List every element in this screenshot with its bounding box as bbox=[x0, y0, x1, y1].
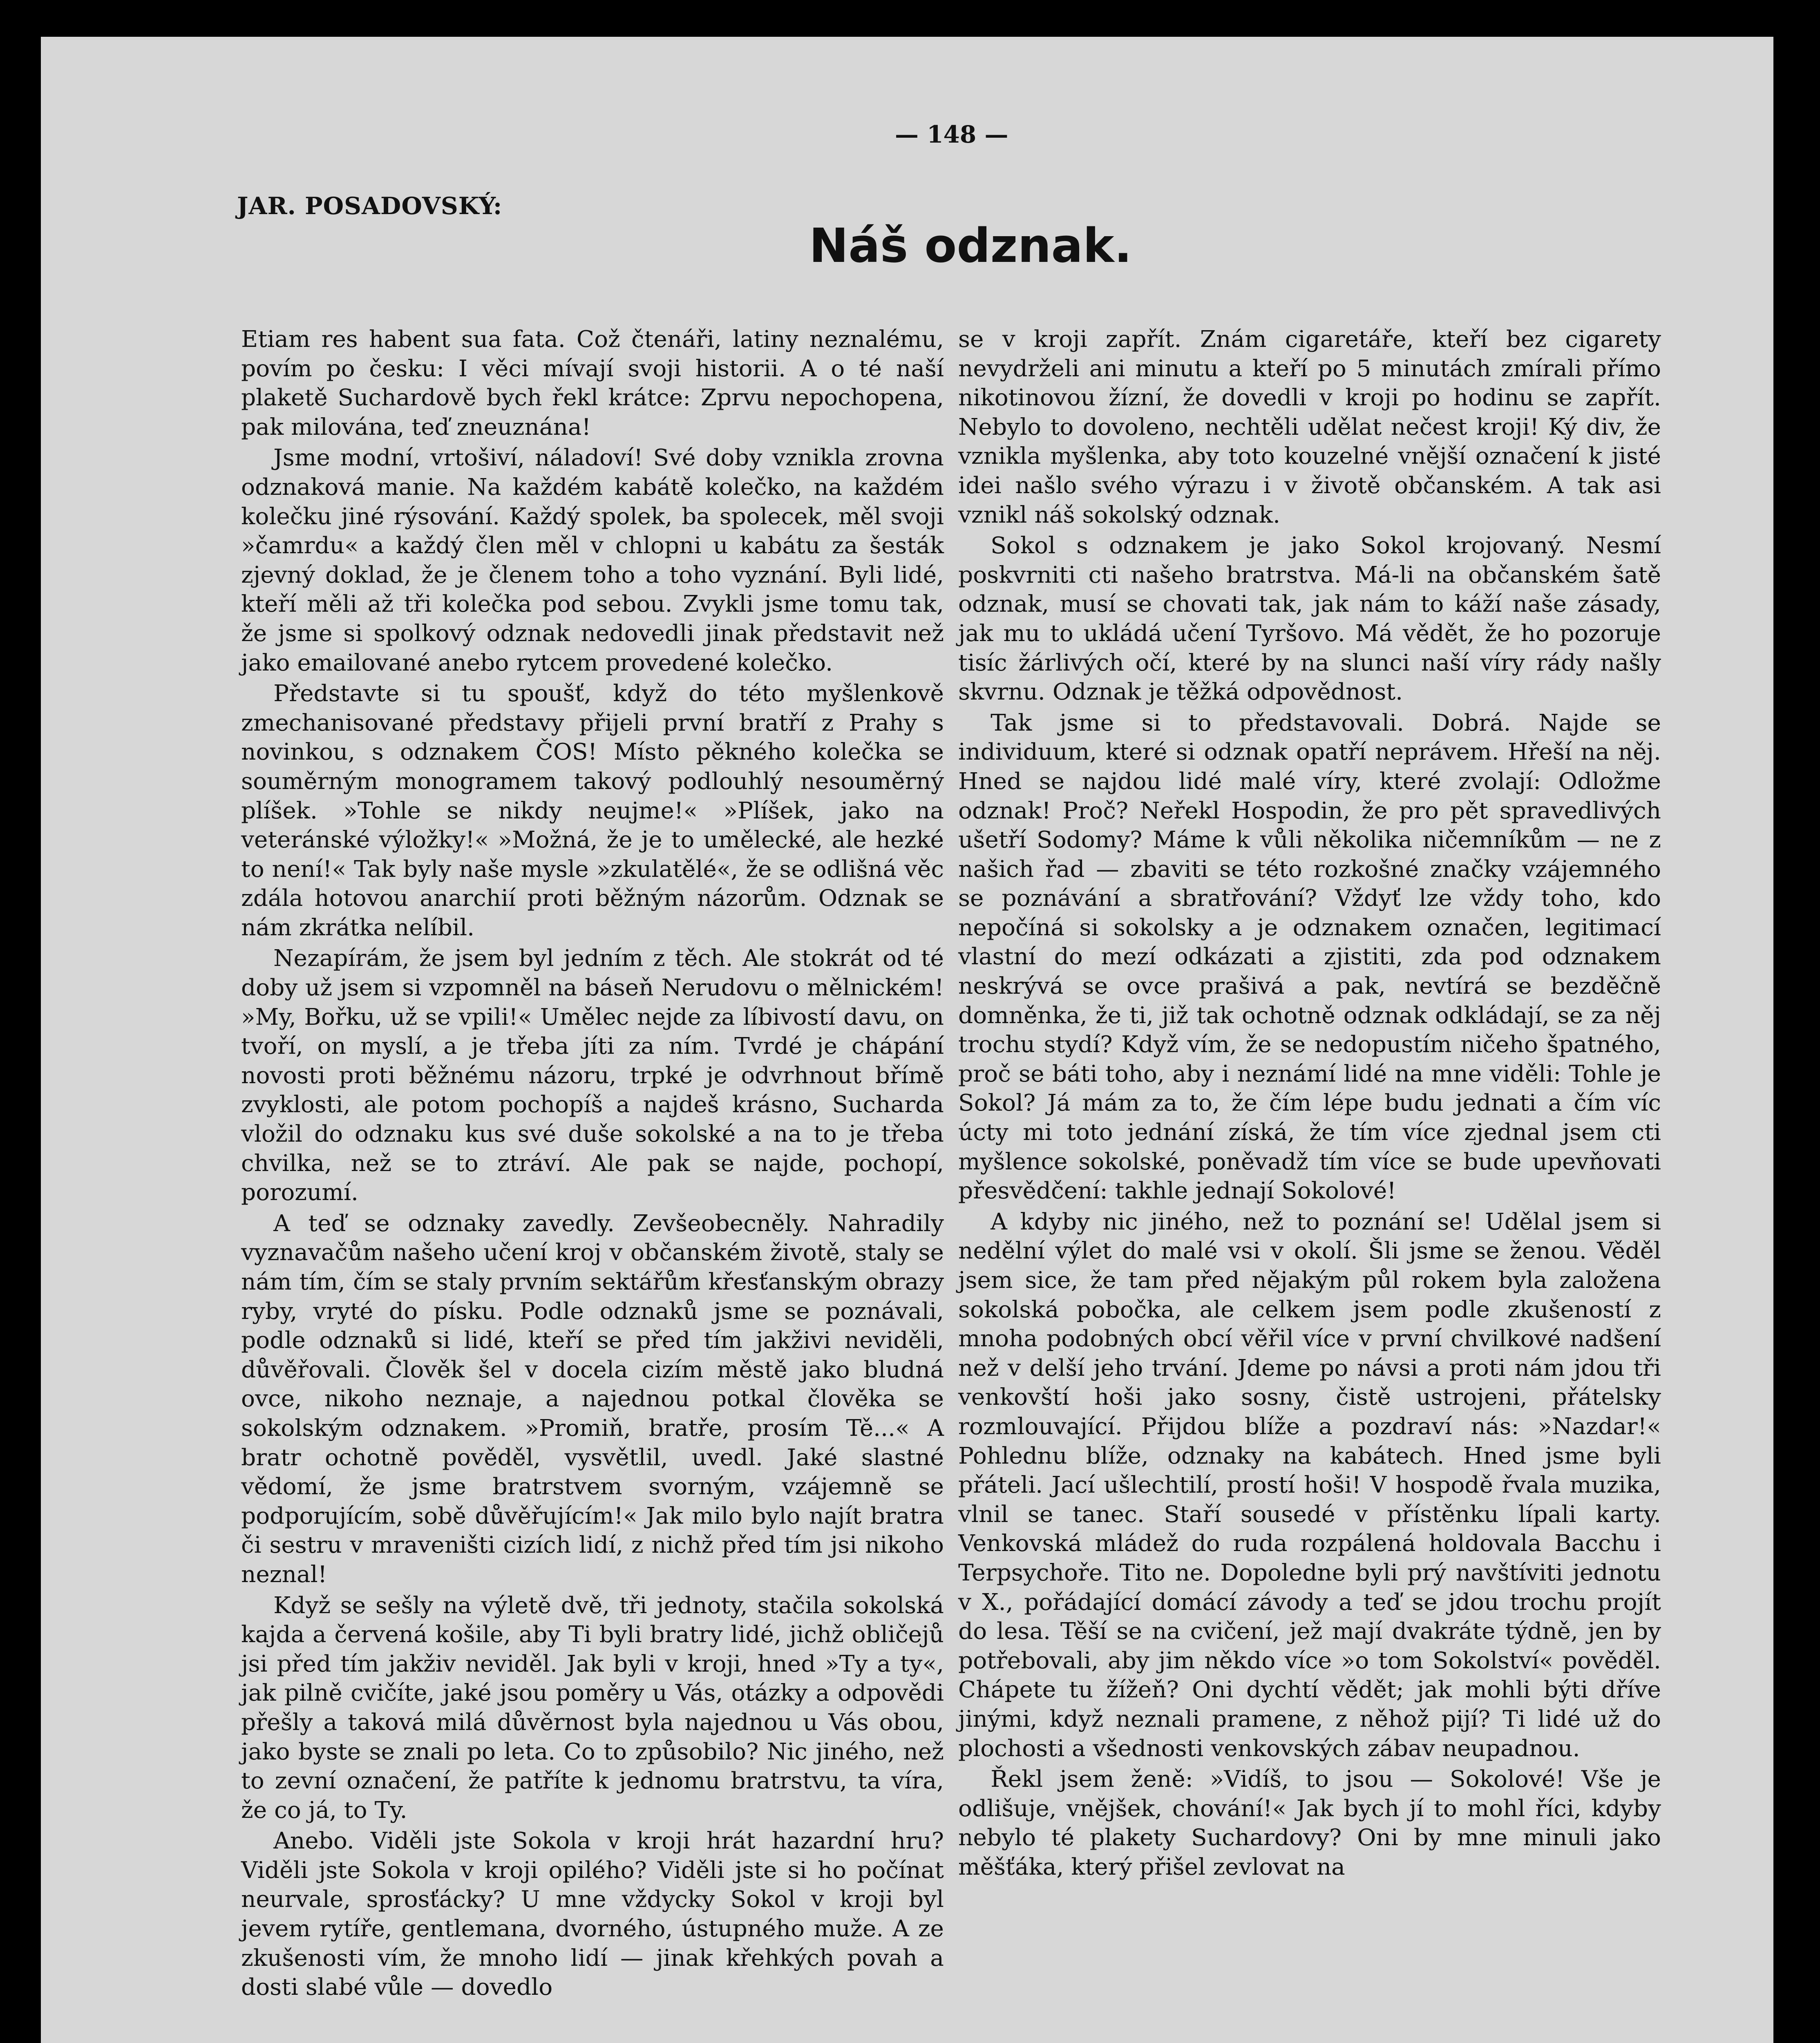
document-page bbox=[41, 37, 1773, 2043]
paragraph: Sokol s odznakem je jako Sokol krojovaný. Nesmí poskvrniti cti našeho bratrstva. Má-li na občanském šatě odznak, musí se chovati tak, jak nám to káží naše zásady, jak mu to ukládá učení Tyršovo. Má vědět, že ho pozoruje tisíc žárlivých očí, které by na slunci naší víry rády našly skvrnu. Odznak je těžká odpovědnost. bbox=[958, 532, 1661, 706]
paragraph: Řekl jsem ženě: »Vidíš, to jsou — Sokolové! Vše je odlišuje, vnějšek, chování!« Jak bych jí to mohl říci, kdyby nebylo té plakety Suchardovy? Oni by mne minuli jako měšťáka, který přišel zevlovat na bbox=[958, 1766, 1661, 1880]
article-title: Náš odznak. bbox=[809, 219, 1132, 273]
page-number: — 148 — bbox=[895, 121, 1008, 148]
paragraph: Představte si tu spoušť, když do této myšlenkově zmechanisované představy přijeli první bratří z Prahy s novinkou, s odznakem ČOS! Místo pěkného kolečka se souměrným monogramem takový podlouhlý nesouměrný plíšek. »Tohle se nikdy neujme!« »Plíšek, jako na veteránské výložky!« »Možná, že je to umělecké, ale hezké to není!« Tak byly naše mysle »zkulatělé«, že se odlišná věc zdála hotovou anarchií proti běžným názorům. Odznak se nám zkrátka nelíbil. bbox=[241, 680, 944, 941]
paragraph: Nezapírám, že jsem byl jedním z těch. Ale stokrát od té doby už jsem si vzpomněl na báseň Nerudovu o mělnickém! »My, Bořku, už se vpili!« Umělec nejde za líbivostí davu, on tvoří, on myslí, a je třeba jíti za ním. Tvrdé je chápání novosti proti běžnému názoru, trpké je odvrhnout břímě zvyklosti, ale potom pochopíš a najdeš krásno, Sucharda vložil do odznaku kus své duše sokolské a na to je třeba chvilka, než se to ztráví. Ale pak se najde, pochopí, porozumí. bbox=[241, 945, 944, 1206]
author-name: JAR. POSADOVSKÝ: bbox=[237, 192, 503, 220]
paragraph: Když se sešly na výletě dvě, tři jednoty, stačila sokolská kajda a červená košile, aby Ti byli bratry lidé, jichž obličejů jsi před tím jakživ neviděl. Jak byli v kroji, hned »Ty a ty«, jak pilně cvičíte, jaké jsou poměry u Vás, otázky a odpovědi přešly a taková milá důvěrnost byla najednou u Vás obou, jako byste se znali po leta. Co to způsobilo? Nic jiného, než to zevní označení, že patříte k jednomu bratrstvu, ta víra, že co já, to Ty. bbox=[241, 1592, 944, 1824]
paragraph: Tak jsme si to představovali. Dobrá. Najde se individuum, které si odznak opatří neprávem. Hřeší na něj. Hned se najdou lidé malé víry, které zvolají: Odložme odznak! Proč? Neřekl Hospodin, že pro pět spravedlivých ušetří Sodomy? Máme k vůli několika ničemníkům — ne z našich řad — zbaviti se této rozkošné značky vzájemného se poznávání a sbratřování? Vždyť lze vždy toho, kdo nepočíná si sokolsky a je odznakem označen, legitimací vlastní do mezí odkázati a zjistiti, zda pod odznakem neskrývá se ovce prašivá a pak, nevtírá se bezděčně domněnka, že ti, již tak ochotně odznak odkládají, se za něj trochu stydí? Když vím, že se nedopustím ničeho špatného, proč se báti toho, aby i neznámí lidé na mne viděli: Tohle je Sokol? Já mám za to, že čím lépe budu jednati a čím víc úcty mi toto jednání získá, že tím více zjednal jsem cti myšlence sokolské, poněvadž tím více se bude upevňovati přesvědčení: takhle jednají Sokolové! bbox=[958, 709, 1661, 1205]
paragraph: Jsme modní, vrtošiví, náladoví! Své doby vznikla zrovna odznaková manie. Na každém kabátě kolečko, na každém kolečku jiné rýsování. Každý spolek, ba spolecek, měl svoji »čamrdu« a každý člen měl v chlopni u kabátu za šesták zjevný doklad, že je členem toho a toho vyznání. Byli lidé, kteří měli až tři kolečka pod sebou. Zvykli jsme tomu tak, že jsme si spolkový odznak nedovedli jinak představit než jako emailované anebo rytcem provedené kolečko. bbox=[241, 445, 944, 676]
paragraph: se v kroji zapřít. Znám cigaretáře, kteří bez cigarety nevydrželi ani minutu a kteří po 5 minutách zmírali přímo nikotinovou žízní, že dovedli v kroji po hodinu se zapřít. Nebylo to dovoleno, nechtěli udělat nečest kroji! Ký div, že vznikla myšlenka, aby toto kouzelné vnější označení k jisté idei našlo svého výrazu i v životě občanském. A tak asi vznikl náš sokolský odznak. bbox=[958, 326, 1661, 528]
right-column bbox=[958, 325, 1661, 1883]
paragraph: A teď se odznaky zavedly. Zevšeobecněly. Nahradily vyznavačům našeho učení kroj v občanském životě, staly se nám tím, čím se staly prvním sektářům křesťanským obrazy ryby, vryté do písku. Podle odznaků jsme se poznávali, podle odznaků si lidé, kteří se před tím jakživi neviděli, důvěřovali. Člověk šel v docela cizím městě jako bludná ovce, nikoho neznaje, a najednou potkal člověka se sokolským odznakem. »Promiň, bratře, prosím Tě...« A bratr ochotně pověděl, vysvětlil, uvedl. Jaké slastné vědomí, že jsme bratrstvem svorným, vzájemně se podporujícím, sobě důvěřujícím!« Jak milo bylo najít bratra či sestru v mraveništi cizích lidí, z nichž před tím jsi nikoho neznal! bbox=[241, 1210, 944, 1588]
paragraph: Anebo. Viděli jste Sokola v kroji hrát hazardní hru? Viděli jste Sokola v kroji opilého? Viděli jste si ho počínat neurvale, sprosťácky? U mne vždycky Sokol v kroji byl jevem rytíře, gentlemana, dvorného, ústupného muže. A ze zkušenosti vím, že mnoho lidí — jinak křehkých povah a dosti slabé vůle — dovedlo bbox=[241, 1828, 944, 2001]
left-column bbox=[241, 325, 944, 2004]
paragraph: A kdyby nic jiného, než to poznání se! Udělal jsem si nedělní výlet do malé vsi v okolí. Šli jsme se ženou. Věděl jsem sice, že tam před nějakým půl rokem byla založena sokolská pobočka, ale celkem jsem podle zkušeností z mnoha podobných obcí věřil více v první chvilkové nadšení než v delší jeho trvání. Jdeme po návsi a proti nám jdou tři venkovští hoši jako sosny, čistě ustrojeni, přátelsky rozmlouvající. Přijdou blíže a pozdraví nás: »Nazdar!« Pohlednu blíže, odznaky na kabátech. Hned jsme byli přáteli. Jací ušlechtilí, prostí hoši! V hospodě řvala muzika, vlnil se tanec. Staří sousedé v přístěnku lípali karty. Venkovská mládež do ruda rozpálená holdovala Bacchu i Terpsychoře. Tito ne. Dopoledne byli prý navštíviti jednotu v X., pořádající domácí závody a teď se jdou trochu projít do lesa. Těší se na cvičení, jež mají dvakráte týdně, jen by potřebovali, aby jim někdo více »o tom Sokolství« pověděl. Chápete tu žížeň? Oni dychtí vědět; jak mohli býti dříve jinými, když neznali pramene, z něhož pijí? Ti lidé už do plochosti a všednosti venkovských zábav neupadnou. bbox=[958, 1208, 1661, 1762]
paragraph: Etiam res habent sua fata. Což čtenáři, latiny neznalému, povím po česku: I věci mívají svoji historii. A o té naší plaketě Suchardově bych řekl krátce: Zprvu nepochopena, pak milována, teď zneuznána! bbox=[241, 326, 944, 440]
